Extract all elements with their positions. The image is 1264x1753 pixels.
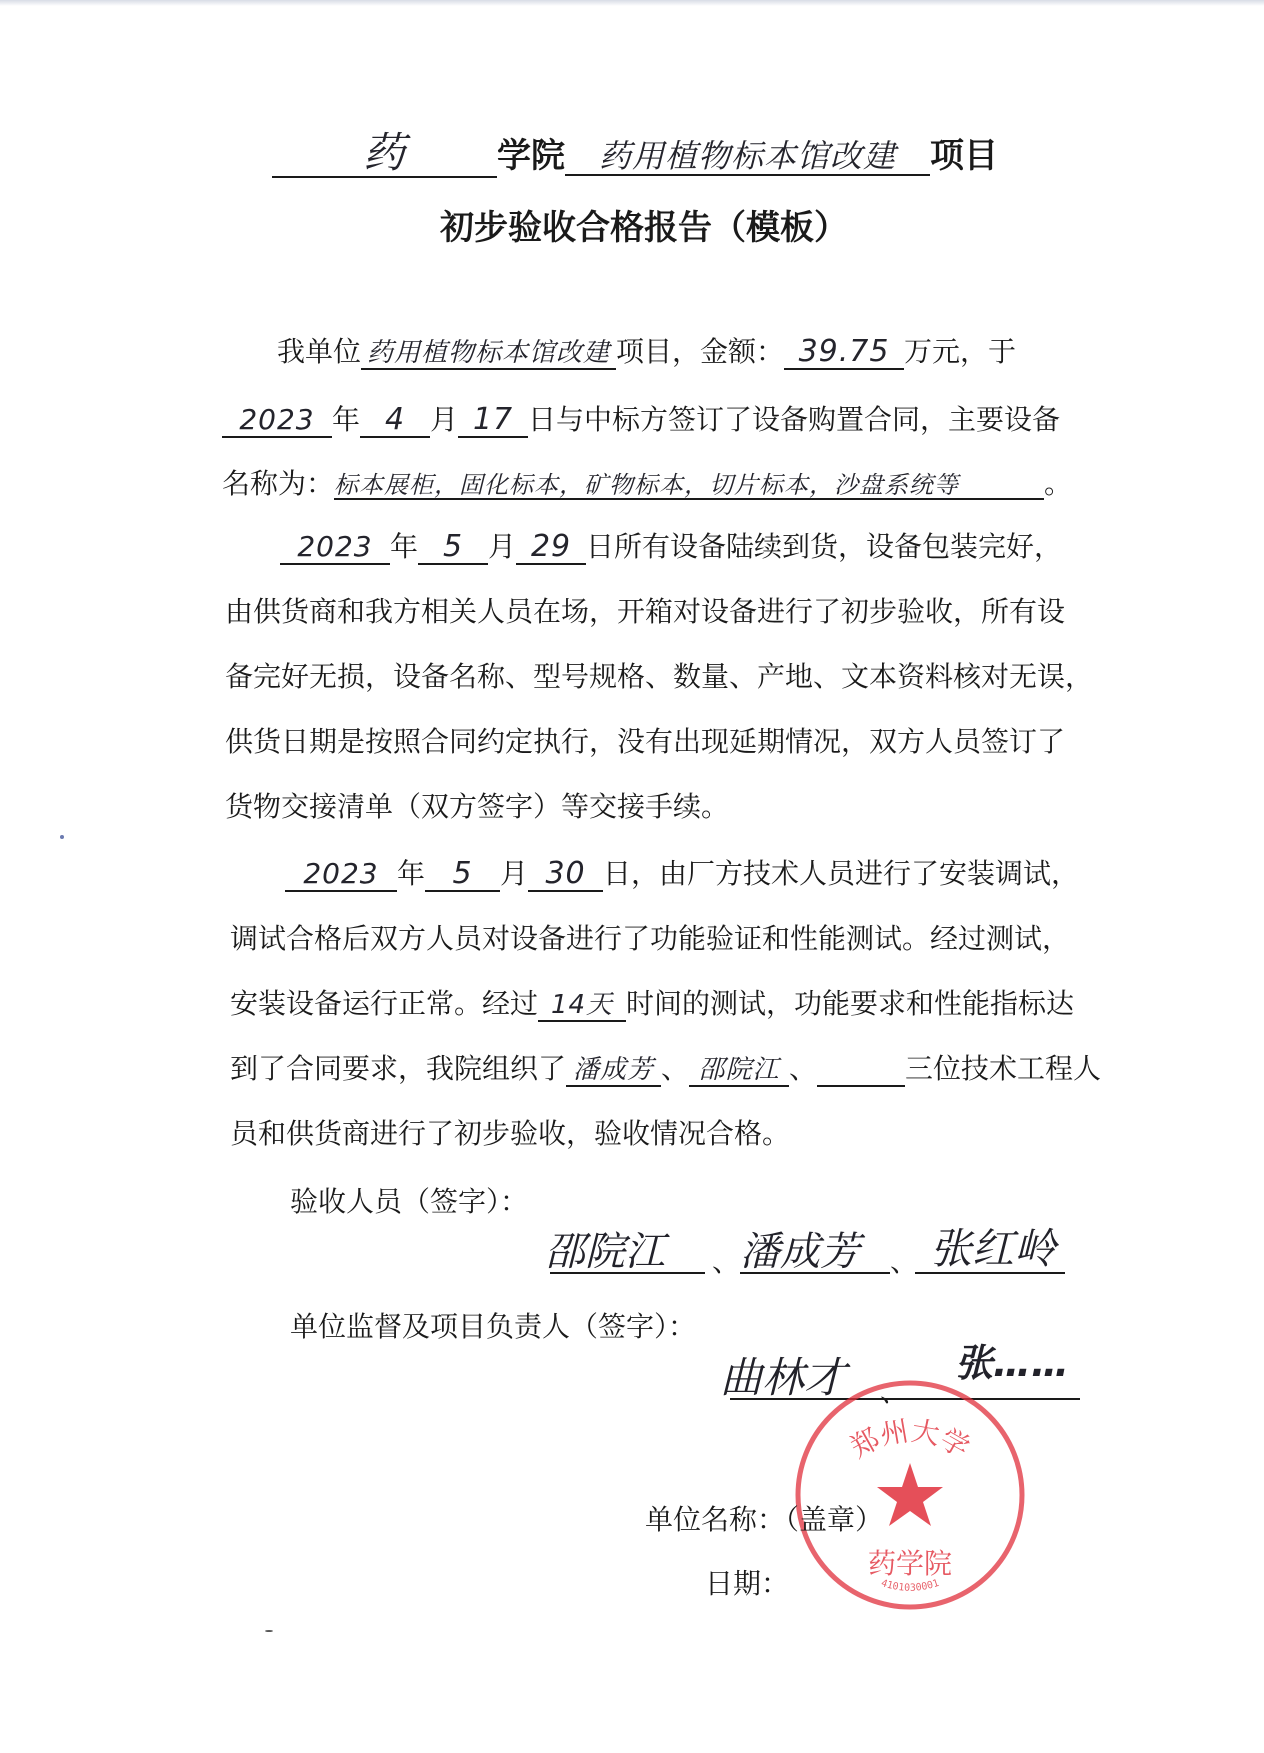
project-name-handwritten: 药用植物标本馆改建	[565, 139, 930, 176]
text: 万元，于	[904, 335, 1017, 368]
text: 我单位	[277, 335, 362, 368]
seal-text-top: 郑州大学	[844, 1414, 976, 1465]
acceptor2-underline	[740, 1272, 890, 1274]
project-name-field: 药用植物标本馆改建	[361, 339, 616, 370]
separator: 、	[880, 1375, 909, 1408]
project-suffix: 项目	[930, 136, 998, 176]
engineer2-field: 邵院江	[689, 1056, 789, 1087]
separator: 、	[890, 1245, 919, 1278]
install-day-field: 30	[528, 857, 603, 892]
supervisor2-signature: 张……	[955, 1341, 1070, 1385]
acceptor3-signature: 张红岭	[930, 1224, 1057, 1273]
para3-line1	[285, 852, 1079, 892]
text: 、	[789, 1052, 818, 1085]
acceptor1-signature: 邵院江	[545, 1229, 665, 1275]
text: 月	[488, 530, 517, 563]
supervisor-label: 单位监督及项目负责人（签字）：	[290, 1310, 697, 1343]
seal-code: 4101030001	[879, 1577, 941, 1594]
seal-text-bottom: 药学院	[867, 1547, 953, 1580]
para2-line4: 供货日期是按照合同约定执行，没有出现延期情况，双方人员签订了	[225, 725, 1066, 758]
para3-line3	[230, 982, 1074, 1022]
page-title: 初步验收合格报告（模板）	[440, 208, 848, 248]
text: 三位技术工程人	[905, 1052, 1102, 1085]
text: 年	[390, 530, 419, 563]
equipment-names-field: 标本展柜，固化标本，矿物标本，切片标本，沙盘系统等	[334, 472, 1044, 500]
acceptor2-signature: 潘成芳	[740, 1229, 860, 1275]
college-name-handwritten: 药	[272, 130, 497, 178]
para3-line2: 调试合格后双方人员对设备进行了功能验证和性能测试。经过测试，	[230, 922, 1071, 955]
arrival-year-field: 2023	[280, 532, 390, 565]
install-year-field: 2023	[285, 859, 397, 892]
arrival-month-field: 5	[418, 530, 488, 565]
text: 、	[661, 1052, 690, 1085]
text: 月	[430, 403, 459, 436]
text: 年	[332, 403, 361, 436]
para3-line4	[230, 1047, 1101, 1087]
amount-field: 39.75	[784, 335, 904, 370]
supervisor1-signature: 曲林才	[720, 1353, 847, 1402]
para1-line3	[222, 462, 1072, 502]
scan-speck	[265, 1630, 273, 1632]
text: 时间的测试，功能要求和性能指标达	[626, 987, 1075, 1020]
install-month-field: 5	[425, 857, 500, 892]
text: 名称为：	[222, 467, 335, 500]
para2-line5: 货物交接清单（双方签字）等交接手续。	[225, 790, 730, 823]
engineer3-blank	[817, 1054, 905, 1087]
para1-line2	[222, 398, 1060, 438]
date-label: 日期：	[705, 1567, 790, 1600]
separator: 、	[712, 1245, 741, 1278]
sign-day-field: 17	[458, 403, 528, 438]
para2-line2: 由供货商和我方相关人员在场，开箱对设备进行了初步验收，所有设	[225, 595, 1066, 628]
arrival-day-field: 29	[516, 530, 586, 565]
text: 年	[397, 857, 426, 890]
acceptor3-underline	[915, 1272, 1065, 1274]
acceptor1-underline	[550, 1272, 705, 1274]
para1-line1	[277, 330, 1016, 370]
acceptance-label: 验收人员（签字）：	[290, 1185, 529, 1218]
para3-line5: 员和供货商进行了初步验收，验收情况合格。	[230, 1117, 791, 1150]
text: 安装设备运行正常。经过	[230, 987, 539, 1020]
official-seal	[790, 1375, 1030, 1615]
text: 到了合同要求，我院组织了	[230, 1052, 567, 1085]
text: 。	[1044, 467, 1073, 500]
para2-line1	[280, 525, 1062, 565]
engineer1-field: 潘成芳	[566, 1056, 661, 1087]
text: 月	[500, 857, 529, 890]
para2-line3: 备完好无损，设备名称、型号规格、数量、产地、文本资料核对无误，	[225, 660, 1094, 693]
scan-edge	[0, 0, 1264, 6]
seal-star-icon	[877, 1463, 943, 1526]
college-suffix: 学院	[497, 136, 565, 176]
text: 日所有设备陆续到货，设备包装完好，	[586, 530, 1063, 563]
text: 日与中标方签订了设备购置合同，主要设备	[528, 403, 1061, 436]
sign-year-field: 2023	[222, 405, 332, 438]
sign-month-field: 4	[360, 403, 430, 438]
text: 项目，金额：	[616, 335, 785, 368]
header-line	[272, 128, 998, 178]
test-period-field: 14天	[538, 991, 626, 1022]
text: 日，由厂方技术人员进行了安装调试，	[603, 857, 1080, 890]
scan-speck	[60, 835, 64, 839]
unit-name-label: 单位名称：（盖章）	[645, 1503, 884, 1536]
